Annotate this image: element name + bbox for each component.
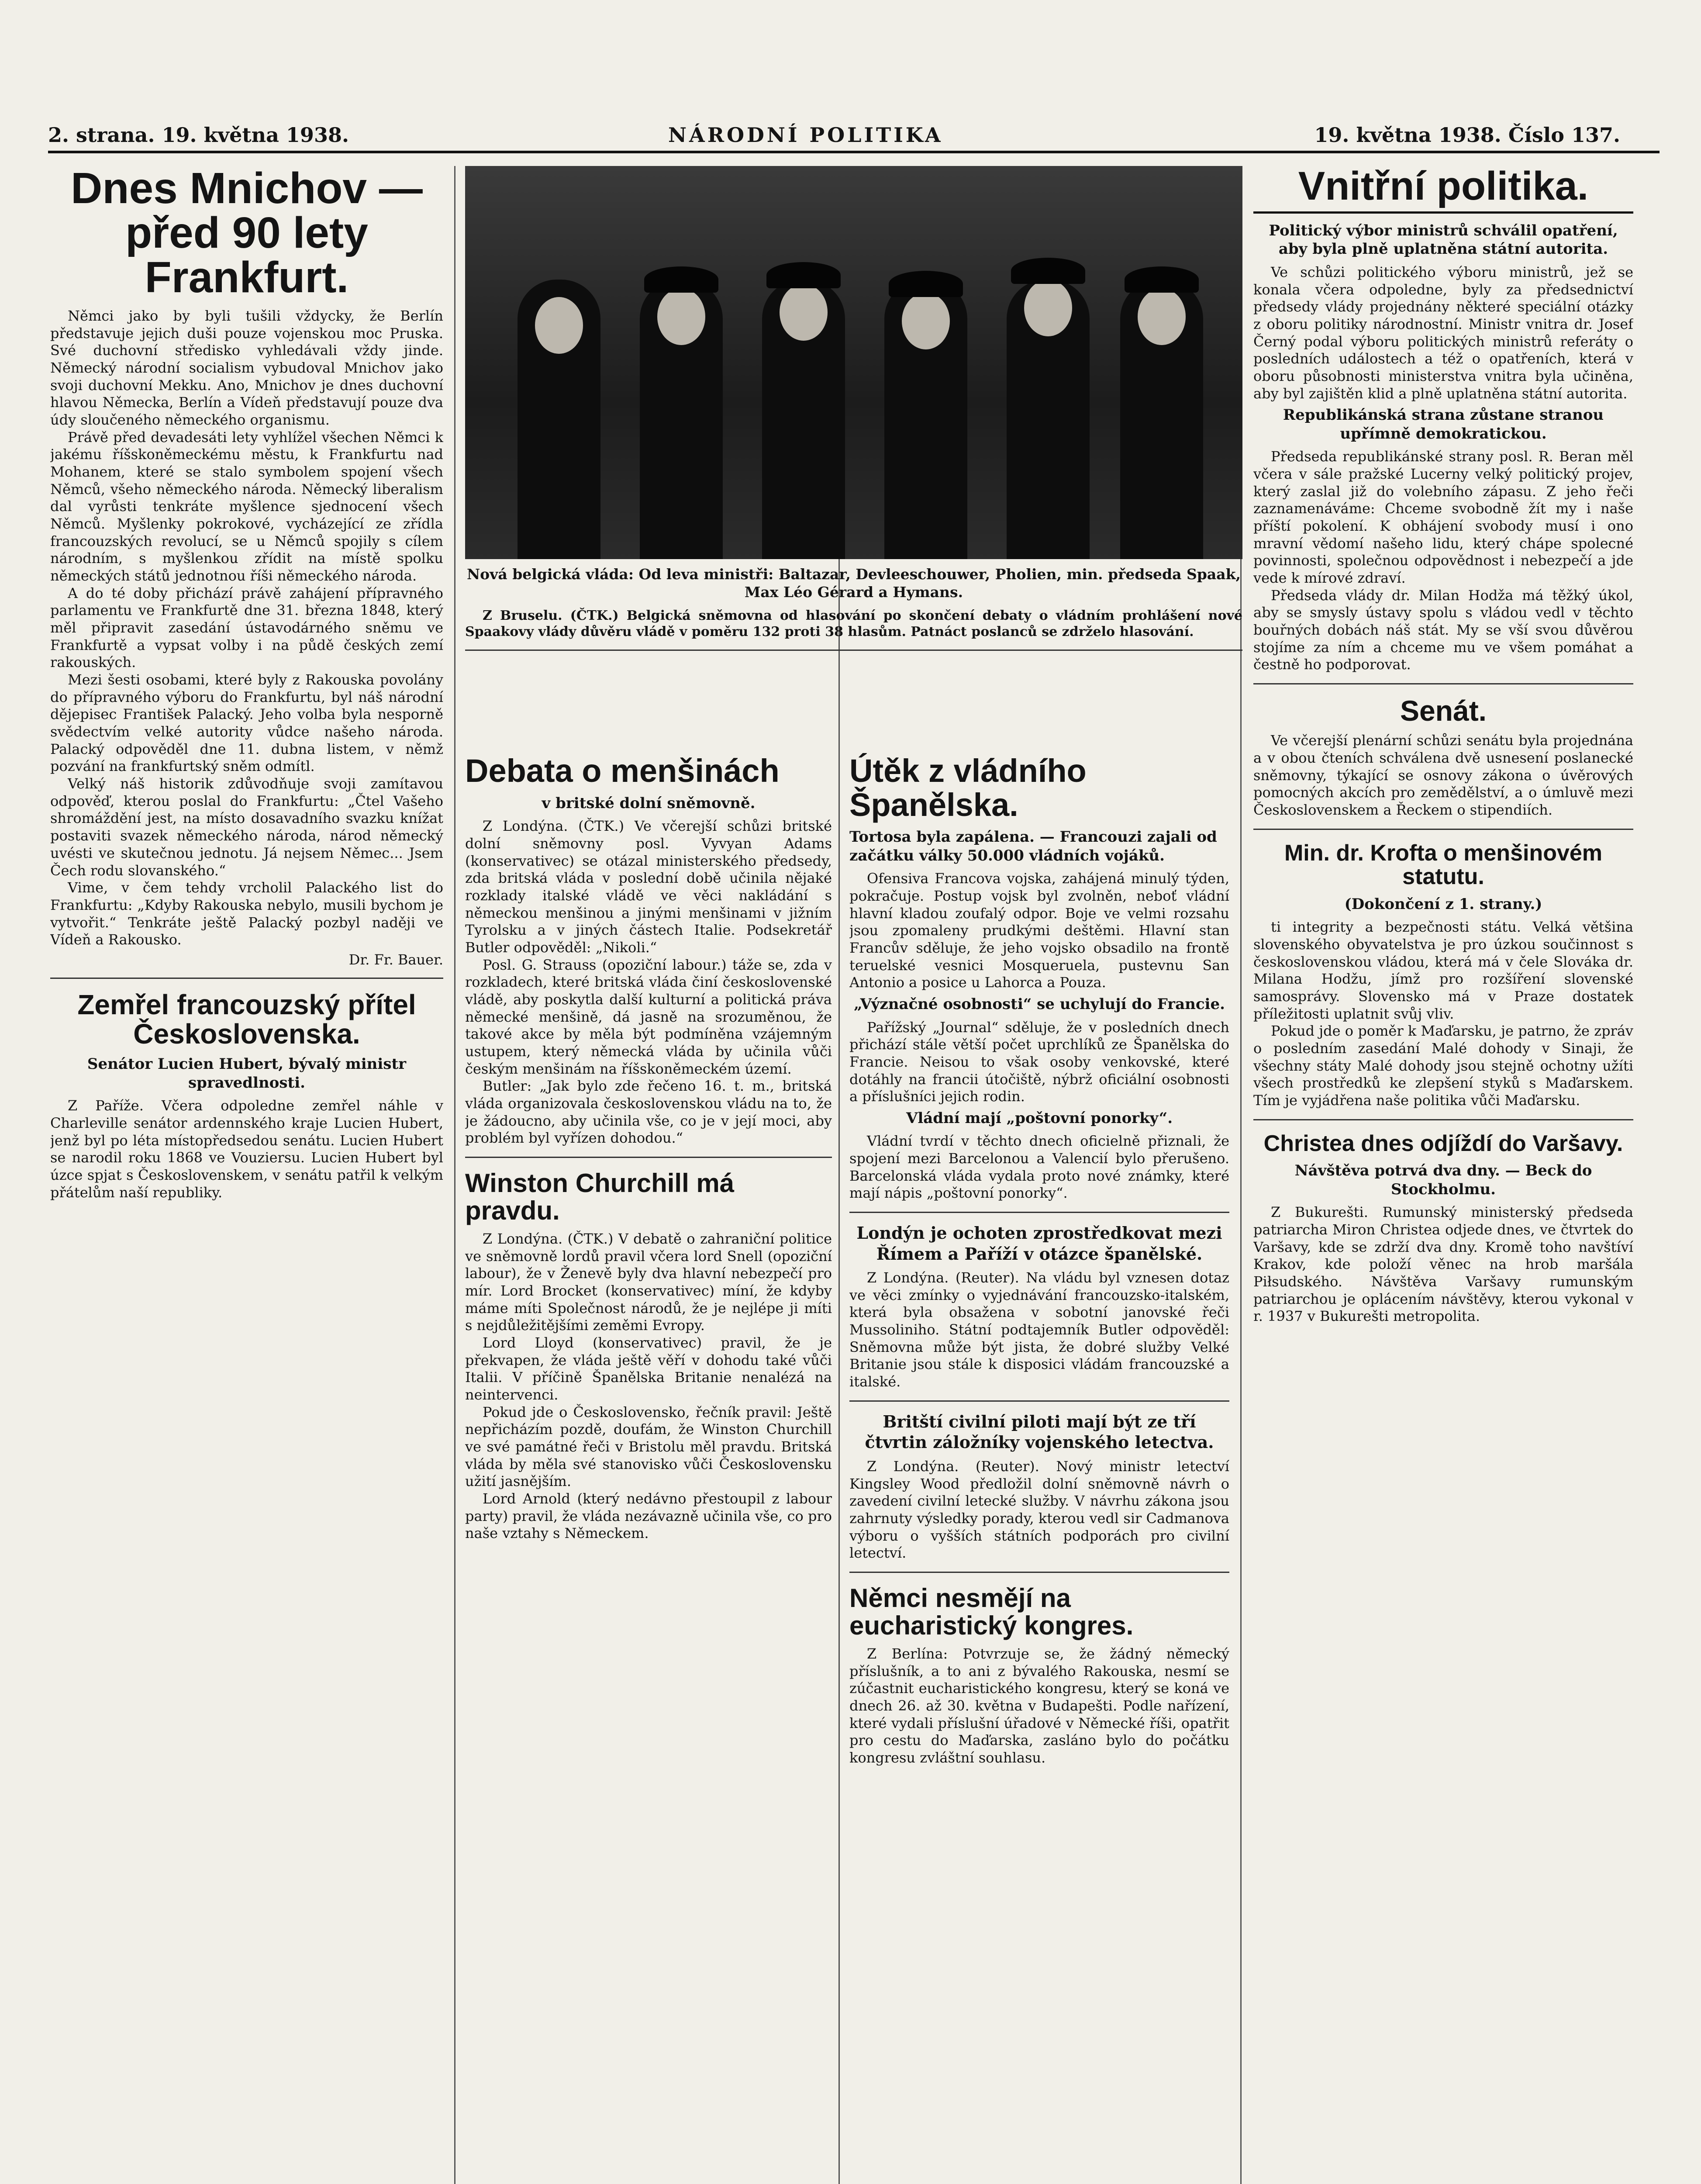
article-subtitle: Návštěva potrvá dva dny. — Beck do Stockholmu.: [1294, 1162, 1592, 1198]
article-paragraph: Z Londýna. (ČTK.) Ve včerejší schůzi britské dolní sněmovny posl. Vyvyan Adams (konservativec) se otázal ministerského předsedy, zda britská vláda v poslední době učinila nějaké rozklady italské vládě ve věci nakládání s německou menšinou a jinými menšinami v jižním Tyrolsku a v jiných částech Italie. Podsekretář Butler odpověděl: „Nikoli.“: [465, 818, 832, 956]
article-title: Britští civilní piloti mají být ze tří čtvrtin záložníky vojenského letectva.: [865, 1411, 1214, 1452]
article-title: Senát.: [1400, 694, 1487, 727]
article-paragraph: Právě před devadesáti lety vyhlížel všechen Němci k jakému říšskoněmeckému městu, k Frankfurtu nad Mohanem, které se stalo symbolem spojení všech Němců, všeho německého národa. Německý liberalism dal vyrůsti tenkráte myšlence sjednocení všech Němců. Myšlenky pokrokové, vycházející ze zřídla francouzských revolucí, se u Němců spojily s cílem národním, s myšlenkou zřídit na místě spolku německých států jednotnou říši německého národa.: [50, 429, 443, 584]
article-paragraph: Vime, v čem tehdy vrcholil Palackého list do Frankfurtu: „Kdyby Rakouska nebylo, musili bychom je vytvořit.“ Tenkráte ještě Palacký pozbyl naději ve Vídeň a Rakousko.: [50, 879, 443, 948]
article-paragraph: Předseda vlády dr. Milan Hodža má těžký úkol, aby se smysly ústavy spolu s vládou vedl v těchto bouřných dobách náš stát. My se vší svou důvěrou stojíme za ním a chceme mu ve všem pomáhat a čestně ho podporovat.: [1253, 587, 1633, 673]
separator: [849, 1572, 1229, 1573]
article-paragraph: Velký náš historik zdůvodňuje svoji zamítavou odpověď, kterou poslal do Frankfurtu: „Čtel Vašeho shromáždění jest, na místo dosavadního svazku knížat postaviti svazek německého národa, národ německý uvésti ve skutečnou jednotu. Já nejsem Němec... Jsem Čech rodu slovanského.“: [50, 775, 443, 879]
article-paragraph: Vládní tvrdí v těchto dnech oficielně přiznali, že spojení mezi Barcelonou a Valencií bylo přerušeno. Barcelonská vláda vydala proto nové známky, které mají nápis „poštovní ponorky“.: [849, 1133, 1229, 1202]
article-paragraph: Mezi šesti osobami, které byly z Rakouska povolány do přípravného výboru do Frankfurtu, byl náš národní dějepisec František Palacký. Jeho volba byla nesporně svědectvím velké autority vůdce našeho národa. Palacký odpověděl dne 11. dubna listem, v němž pozvání na frankfurtský sněm odmítl.: [50, 671, 443, 775]
article-subtitle: Republikánská strana zůstane stranou upřímně demokratickou.: [1283, 406, 1604, 442]
article-paragraph: Lord Arnold (který nedávno přestoupil z labour party) pravil, že vláda nezávazně učinila vše, co pro naše vztahy s Německem.: [465, 1490, 832, 1542]
column-4: [1253, 166, 1633, 2184]
author-signature: Dr. Fr. Bauer.: [348, 951, 443, 968]
column-3: [849, 743, 1229, 2184]
article-paragraph: Ve schůzi politického výboru ministrů, jež se konala včera odpoledne, byly za předsednictví předsedy vlády projednány některé speciální otázky z oboru politiky národnostní. Ministr vnitra dr. Josef Černý podal výboru politických ministrů referáty o posledních událostech a též o opatřeních, která v oboru působnosti ministerstva vnitra byla učiněna, aby byl zajištěn klid a plně uplatněna státní autorita.: [1253, 263, 1633, 402]
page-date-left: 2. strana. 19. května 1938.: [48, 123, 349, 147]
article-subtitle: Vládní mají „poštovní ponorky“.: [906, 1109, 1173, 1127]
article-title: Londýn je ochoten zprostředkovat mezi Římem a Paříží v otázce španělské.: [856, 1223, 1222, 1264]
separator: [465, 650, 1242, 651]
column-divider: [454, 166, 455, 2184]
article-paragraph: Němci jako by byli tušili vždycky, že Berlín představuje jejich duši pouze vojenskou moc Pruska. Své duchovní středisko vyhledávali vždy jinde. Německý národní socialism vybudoval Mnichov jako svoji duchovní Mekku. Ano, Mnichov je dnes duchovní hlavou Německa, Berlín a Vídeň představují pouze dva údy sloučeného německého organismu.: [50, 308, 443, 429]
separator: [1253, 1119, 1633, 1120]
article-paragraph: ti integrity a bezpečnosti státu. Velká většina slovenského obyvatelstva je pro úzkou součinnost s československou vládou, která má v čele Slováka dr. Milana Hodžu, jímž pro rozšíření slovenské samosprávy. Slovensko má v Praze dostatek příležitosti uplatnit svůj vliv.: [1253, 919, 1633, 1022]
article-paragraph: Posl. G. Strauss (opoziční labour.) táže se, zda v rozkladech, které britská vláda činí československé vládě, aby poskytla další kulturní a politická práva německé menšině, dá jasně na srozuměnou, že takové akce by měla být podmíněna vzájemným ustupem, který německá vláda by učinila vůči českým menšinám na říšskoněmeckém území.: [465, 956, 832, 1077]
separator: [1253, 829, 1633, 830]
article-title: Dnes Mnichov — před 90 lety Frankfurt.: [71, 166, 423, 302]
article-title: Němci nesmějí na eucharistický kongres.: [849, 1583, 1134, 1640]
article-paragraph: Butler: „Jak bylo zde řečeno 16. t. m., britská vláda organizovala československou vládu na to, že je žádoucno, aby učinila vše, co je v její moci, aby problém byl vyřízen dohodou.“: [465, 1078, 832, 1147]
article-title: Útěk z vládního Španělska.: [849, 753, 1087, 823]
article-subtitle: „Význačné osobnosti“ se uchylují do Francie.: [854, 995, 1225, 1013]
separator: [465, 1157, 832, 1158]
article-subtitle: Senátor Lucien Hubert, bývalý ministr spravedlnosti.: [87, 1055, 407, 1092]
article-subtitle: Tortosa byla zapálena. — Francouzi zajali od začátku války 50.000 vládních vojáků.: [849, 828, 1217, 864]
article-title: Zemřel francouzský přítel Československa.: [77, 988, 416, 1050]
section-title: Vnitřní politika.: [1253, 166, 1633, 214]
article-paragraph: Z Londýna. (ČTK.) V debatě o zahraniční politice ve sněmovně lordů pravil včera lord Snell (opoziční labour), že v Ženevě byly dva hlavní nebezpečí pro mír. Lord Brocket (konservativec) míní, že kdyby máme míti Společnost národů, že je nejlépe ji míti s nejdůležitějšími zeměmi Evropy.: [465, 1230, 832, 1334]
issue-number: 19. května 1938. Číslo 137.: [1314, 123, 1620, 147]
article-paragraph: Předseda republikánské strany posl. R. Beran měl včera v sále pražské Lucerny velký politický projev, který zaslal již do volebního zápasu. Z jeho řeči zaznamenáváme: Chceme svobodně žít my i naše příští pokolení. K obhájení svobody musí i ono mravní vědomí našeho lidu, který chápe spolecné povinnosti, společnou odpovědnost i nebezpečí a jde vede k mírové zdraví.: [1253, 448, 1633, 586]
separator: [50, 978, 443, 979]
article-paragraph: Ve včerejší plenární schůzi senátu byla projednána a v obou čteních schválena dvě usnesení poslanecké sněmovny, týkající se osnovy zákona o úvěrových pomocných akcích pro zemědělství, a o úmluvě mezi Československem a Řeckem o stipendiích.: [1253, 732, 1633, 818]
separator: [849, 1212, 1229, 1213]
article-paragraph: Pokud jde o poměr k Maďarsku, je patrno, že zpráv o posledním zasedání Malé dohody v Sinaji, že všechny státy Malé dohody jsou stejně ochotny užíti všech prostředků ke zlepšení styků s Maďarskem. Tím je vyjádřena naše politika vůči Maďarsku.: [1253, 1023, 1633, 1109]
column-1: [50, 166, 443, 2184]
article-title: Min. dr. Krofta o menšinovém statutu.: [1284, 840, 1603, 890]
article-paragraph: Ofensiva Francova vojska, zahájená minulý týden, pokračuje. Postup vojsk byl zvolněn, neboť vládní hlavní kladou zoufalý odpor. Boje ve velmi rozsahu jsou zpomaleny prudkými deštěmi. Hlavní stan Francův sděluje, že jeho vojsko obsadilo na frontě teruelské vesnici Mosqueruela, pustevnu San Antonio a posice u Lahorca a Pouza.: [849, 870, 1229, 991]
article-paragraph: Lord Lloyd (konservativec) pravil, že je překvapen, že vláda ještě věří v dohodu také vůči Italii. V příčině Španělska Britanie nenalézá na neintervenci.: [465, 1334, 832, 1403]
article-paragraph: Z Bukurešti. Rumunský ministerský předseda patriarcha Miron Christea odjede dnes, ve čtvrtek do Varšavy, kde se zdrží dva dny. Kromě toho navštíví Krakov, kde položí věnec na hrob maršála Piłsudského. Návštěva Varšavy rumunským patriarchou je oplácením návštěvy, kterou vykonal v r. 1937 v Bukurešti metropolita.: [1253, 1204, 1633, 1325]
article-paragraph: Pařížský „Journal“ sděluje, že v posledních dnech přichází stále větší počet uprchlíků ze Španělska do Francie. Neisou to však osoby venkovské, které dotáhly na francii útočiště, nýbrž oficiální osobnosti a příslušníci jejich rodin.: [849, 1019, 1229, 1105]
article-title: Christea dnes odjíždí do Varšavy.: [1263, 1130, 1623, 1156]
article-paragraph: Z Londýna. (Reuter). Na vládu byl vznesen dotaz ve věci zmínky o vyjednávání francouzsko-italském, která byla obsažena v sobotní janovské řeči Mussoliniho. Státní podtajemník Butler odpověděl: Sněmovna může být jista, že dobré služby Velké Britanie jsou stále k disposici vládám francouzské a italské.: [849, 1269, 1229, 1390]
separator: [849, 1400, 1229, 1402]
article-subtitle: (Dokončení z 1. strany.): [1344, 895, 1542, 913]
article-title: Debata o menšinách: [465, 753, 780, 789]
photo-note: Z Bruselu. (ČTK.) Belgická sněmovna od hlasování po skončení debaty o vládním prohlášení nové Spaakovy vlády důvěru vládě v poměru 132 proti 38 hlasům. Patnáct poslanců se zdrželo hlasování.: [465, 608, 1242, 639]
article-title: Winston Churchill má pravdu.: [465, 1168, 735, 1225]
news-photo: [465, 166, 1242, 559]
newspaper-title: NÁRODNÍ POLITIKA: [668, 123, 943, 147]
masthead: [48, 119, 1620, 149]
header-rule: [48, 151, 1660, 153]
article-paragraph: Z Paříže. Včera odpoledne zemřel náhle v Charleville senátor ardennského kraje Lucien Hubert, jenž byl po léta místopředsedou senátu. Lucien Hubert se narodil roku 1868 ve Vouziersu. Lucien Hubert byl úzce spjat s Československem, v senátu patřil k velkým přátelům naší republiky.: [50, 1097, 443, 1201]
photo-caption: Nová belgická vláda: Od leva ministři: Baltazar, Devleeschouwer, Pholien, min. předseda Spaak, Max Léo Gérard a Hymans.: [467, 566, 1241, 601]
separator: [1253, 683, 1633, 684]
column-2-left: [465, 743, 832, 2184]
article-paragraph: Pokud jde o Československo, řečník pravil: Ještě nepřicházím pozdě, doufám, že Winston Churchill ve své památné řeči v Bristolu měl pravdu. Britská vláda by měla své stanovisko vůči Československu užití jasnějším.: [465, 1403, 832, 1490]
article-paragraph: Z Londýna. (Reuter). Nový ministr letectví Kingsley Wood předložil dolní sněmovně návrh o zavedení civilní letecké služby. V návrhu zákona jsou zahrnuty výsledky porady, kterou vedl sir Cadmanova výboru o vyšších státních podporách pro civilní letectví.: [849, 1458, 1229, 1562]
article-subtitle: Politický výbor ministrů schválil opatření, aby byla plně uplatněna státní autorita.: [1269, 221, 1618, 258]
article-subtitle: v britské dolní sněmovně.: [542, 794, 756, 812]
article-paragraph: Z Berlína: Potvrzuje se, že žádný německý příslušník, a to ani z bývalého Rakouska, nesmí se zúčastnit eucharistického kongresu, který se koná ve dnech 26. až 30. května v Budapešti. Podle nařízení, které vydali příslušní úřadové v Německé říši, opatřit pro cestu do Maďarska, zasláno bylo do počátku kongresu zvláštní souhlasu.: [849, 1645, 1229, 1766]
article-paragraph: A do té doby přichází právě zahájení přípravného parlamentu ve Frankfurtě dne 31. března 1848, který měl připravit zasedání ústavodárného sněmu ve Frankfurtě a vypsat volby i na půdě českých zemí rakouských.: [50, 584, 443, 671]
